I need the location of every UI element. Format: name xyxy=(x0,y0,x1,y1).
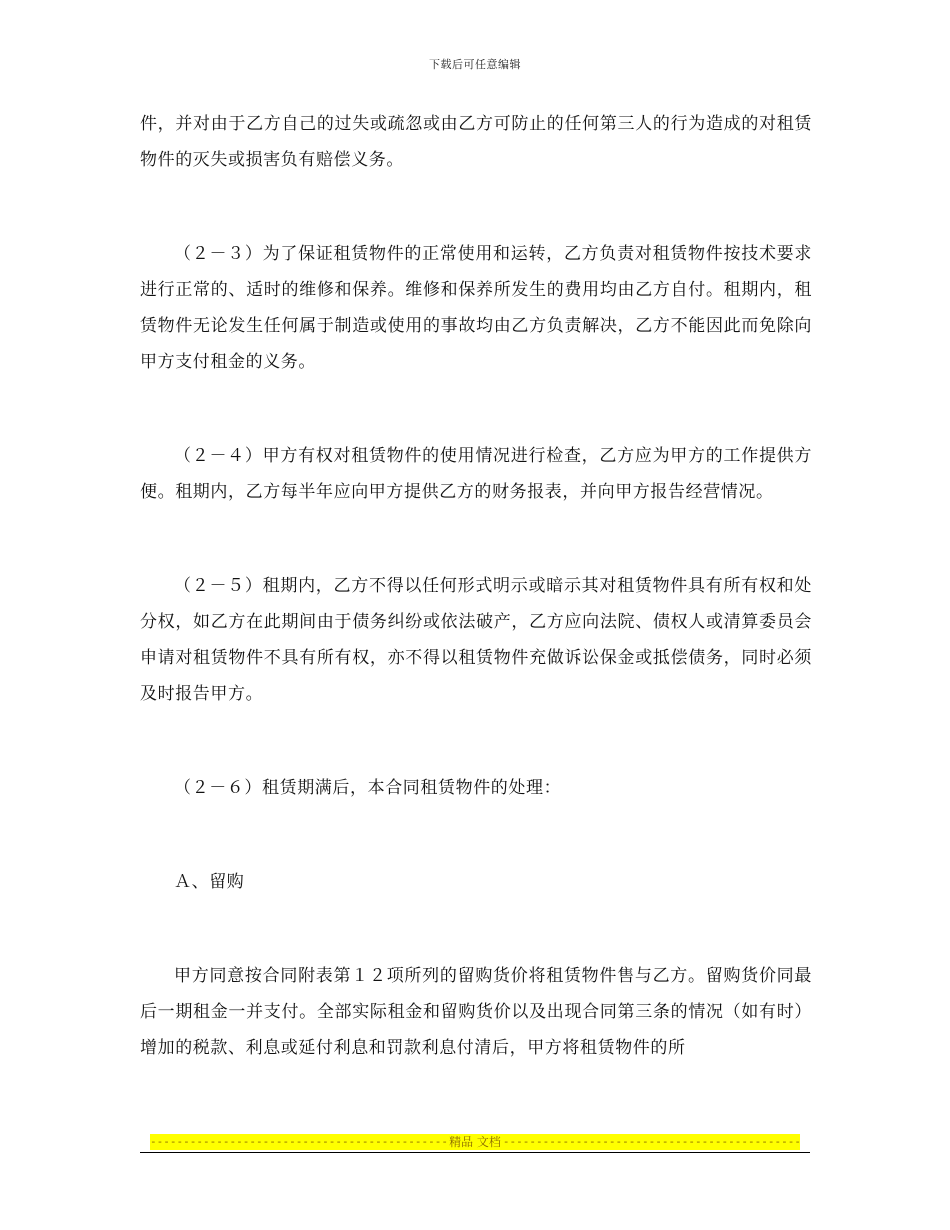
footer-banner xyxy=(150,1134,800,1150)
document-body xyxy=(140,106,812,1066)
footer-dash-right xyxy=(503,1134,800,1150)
paragraph-2-6: （２－６）租赁期满后，本合同租赁物件的处理： xyxy=(174,778,562,798)
page-header: 下载后可任意编辑 xyxy=(429,58,521,71)
paragraph-2-3: （２－３）为了保证租赁物件的正常使用和运转，乙方负责对租赁物件按技术要求进行正常的、适时的维修和保养。维修和保养所发生的费用均由乙方自付。租期内，租赁物件无论发生任何属于制造或使用的事故均由乙方负责解决，乙方不能因此而免除向甲方支付租金的义务。 xyxy=(140,244,812,372)
paragraph-buyout-terms: 甲方同意按合同附表第１２项所列的留购货价将租赁物件售与乙方。留购货价同最后一期租金一并支付。全部实际租金和留购货价以及出现合同第三条的情况（如有时）增加的税款、利息或延付利息和罚款利息付清后，甲方将租赁物件的所 xyxy=(140,966,812,1058)
paragraph-continuation: 件，并对由于乙方自己的过失或疏忽或由乙方可防止的任何第三人的行为造成的对租赁物件的灭失或损害负有赔偿义务。 xyxy=(140,114,812,170)
paragraph-option-a: Ａ、留购 xyxy=(174,872,245,892)
paragraph-2-5: （２－５）租期内，乙方不得以任何形式明示或暗示其对租赁物件具有所有权和处分权，如乙方在此期间由于债务纠纷或依法破产，乙方应向法院、债权人或清算委员会申请对租赁物件不具有所有权，亦不得以租赁物件充做诉讼保金或抵偿债务，同时必须及时报告甲方。 xyxy=(140,576,812,704)
paragraph-2-4: （２－４）甲方有权对租赁物件的使用情况进行检查，乙方应为甲方的工作提供方便。租期内，乙方每半年应向甲方提供乙方的财务报表，并向甲方报告经营情况。 xyxy=(140,446,812,502)
footer-dash-left xyxy=(150,1134,447,1150)
footer-label: 精品 文档 xyxy=(449,1135,501,1149)
footer-divider xyxy=(140,1152,810,1153)
